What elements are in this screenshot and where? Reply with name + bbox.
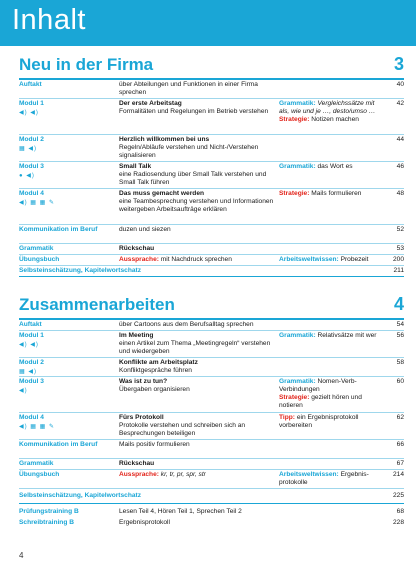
row-page: 54 bbox=[396, 321, 404, 328]
toc-row[interactable] bbox=[19, 413, 404, 440]
row-page: 66 bbox=[396, 441, 404, 448]
row-side-info: Grammatik: Relativsätze mit wer bbox=[279, 332, 377, 339]
row-description: Das muss gemacht werden eine Teambesprechung verstehen und Informationen weitergeben Arbeitsaufträge erklären bbox=[119, 190, 279, 214]
row-page: 53 bbox=[396, 245, 404, 252]
chapter-heading bbox=[19, 54, 404, 80]
row-description: Fürs Protokoll Protokolle verstehen und schreiben sich an Besprechungen beteiligen bbox=[119, 414, 279, 438]
toc-row[interactable] bbox=[19, 459, 404, 470]
row-page: 58 bbox=[396, 359, 404, 366]
chapter-heading bbox=[19, 294, 404, 320]
row-page: 200 bbox=[392, 256, 404, 263]
book-icon: ▦ ◀) bbox=[19, 369, 37, 375]
toc-row[interactable] bbox=[19, 507, 404, 518]
row-side-info: Arbeitsweltwissen: Ergebnisprotokolle bbox=[279, 471, 369, 486]
module-title: Das muss gemacht werden bbox=[119, 190, 205, 197]
row-label: Grammatik bbox=[19, 460, 54, 467]
chapter-title: Neu in der Firma bbox=[19, 55, 154, 74]
row-page: 52 bbox=[396, 226, 404, 233]
row-description: Rückschau bbox=[119, 245, 155, 252]
module-title: Was ist zu tun? bbox=[119, 378, 168, 385]
toc-row[interactable] bbox=[19, 489, 404, 504]
toc-row[interactable] bbox=[19, 255, 404, 266]
row-side-info: Grammatik: Vergleichssätze mit als, wie und je …, desto/umso … Strategie: Notizen machen bbox=[279, 100, 376, 123]
toc-row[interactable] bbox=[19, 440, 404, 459]
audio-icon: ◀) ◀) bbox=[19, 342, 39, 348]
chapter-number: 4 bbox=[393, 294, 404, 314]
chapter-number: 3 bbox=[393, 54, 404, 74]
row-description: Aussprache: mit Nachdruck sprechen bbox=[119, 256, 232, 263]
module-title: Herzlich willkommen bei uns bbox=[119, 136, 210, 143]
row-label: Modul 2 ▦ ◀) bbox=[19, 359, 115, 376]
row-description: Herzlich willkommen bei uns Regeln/Abläufe verstehen und Nicht-/Verstehen signalisieren bbox=[119, 136, 279, 160]
row-label: Kommunikation im Beruf bbox=[19, 441, 98, 448]
row-description: Was ist zu tun? Übergaben organisieren bbox=[119, 378, 279, 394]
row-label: Schreibtraining B bbox=[19, 519, 74, 526]
toc-row[interactable] bbox=[19, 518, 404, 529]
row-label: Modul 1 ◀) ◀) bbox=[19, 100, 115, 117]
toc-row[interactable] bbox=[19, 225, 404, 244]
row-description: Im Meeting einen Artikel zum Thema „Meetingregeln“ verstehen und wiedergeben bbox=[119, 332, 279, 356]
toc-row[interactable] bbox=[19, 162, 404, 189]
row-label: Modul 3 ◀) bbox=[19, 378, 115, 395]
row-page: 42 bbox=[396, 100, 404, 107]
row-label: Übungsbuch bbox=[19, 256, 60, 263]
audio-icon: ◀) bbox=[19, 388, 28, 394]
row-page: 211 bbox=[393, 267, 404, 274]
row-page: 46 bbox=[396, 163, 404, 170]
row-page: 60 bbox=[396, 378, 404, 385]
toc-row[interactable] bbox=[19, 80, 404, 99]
row-label: Selbsteinschätzung, Kapitelwortschatz bbox=[19, 492, 142, 499]
row-label: Modul 4 ◀) ▦ ▦ ✎ bbox=[19, 414, 115, 431]
row-label: Grammatik bbox=[19, 245, 54, 252]
row-page: 214 bbox=[392, 471, 404, 478]
row-page: 48 bbox=[396, 190, 404, 197]
speech-icon: ● ◀) bbox=[19, 173, 35, 179]
row-page: 67 bbox=[396, 460, 404, 467]
row-label: Prüfungstraining B bbox=[19, 508, 79, 515]
page-number: 4 bbox=[19, 551, 24, 560]
pencil-icon: ◀) ▦ ▦ ✎ bbox=[19, 200, 55, 206]
row-description: über Cartoons aus dem Berufsalltag sprechen bbox=[119, 321, 254, 328]
book-icon: ▦ ◀) bbox=[19, 146, 37, 152]
module-title: Konflikte am Arbeitsplatz bbox=[119, 359, 198, 366]
row-label: Selbsteinschätzung, Kapitelwortschatz bbox=[19, 267, 142, 274]
row-side-info: Grammatik: das Wort es bbox=[279, 163, 353, 170]
audio-icon: ◀) ◀) bbox=[19, 110, 39, 116]
row-side-info: Arbeitsweltwissen: Probezeit bbox=[279, 256, 369, 263]
row-description: Lesen Teil 4, Hören Teil 1, Sprechen Teil 2 bbox=[119, 508, 242, 515]
row-page: 228 bbox=[392, 519, 404, 526]
row-label: Auftakt bbox=[19, 81, 42, 88]
row-description: duzen und siezen bbox=[119, 226, 171, 233]
module-title: Fürs Protokoll bbox=[119, 414, 164, 421]
module-title: Im Meeting bbox=[119, 332, 154, 339]
row-page: 62 bbox=[396, 414, 404, 421]
module-title: Small Talk bbox=[119, 163, 152, 170]
toc-row[interactable] bbox=[19, 358, 404, 377]
header-band bbox=[0, 0, 416, 46]
row-page: 44 bbox=[396, 136, 404, 143]
row-label: Modul 1 ◀) ◀) bbox=[19, 332, 115, 349]
row-page: 68 bbox=[396, 508, 404, 515]
toc-row[interactable] bbox=[19, 99, 404, 135]
row-description: Ergebnisprotokoll bbox=[119, 519, 170, 526]
row-side-info: Strategie: Mails formulieren bbox=[279, 190, 362, 197]
chapter-3 bbox=[19, 54, 404, 277]
row-side-info: Tipp: ein Ergebnisprotokoll vorbereiten bbox=[279, 414, 359, 429]
toc-row[interactable] bbox=[19, 266, 404, 277]
row-label: Auftakt bbox=[19, 321, 42, 328]
row-description: Aussprache: kr, tr, pr, spr, str bbox=[119, 471, 206, 478]
row-label: Modul 3 ● ◀) bbox=[19, 163, 115, 180]
row-description: Konflikte am Arbeitsplatz Konfliktgespräche führen bbox=[119, 359, 279, 375]
toc-row[interactable] bbox=[19, 320, 404, 331]
row-page: 225 bbox=[392, 492, 404, 499]
toc-row[interactable] bbox=[19, 244, 404, 255]
row-page: 56 bbox=[396, 332, 404, 339]
row-page: 40 bbox=[396, 81, 404, 88]
row-side-info: Grammatik: Nomen-Verb-Verbindungen Strategie: gezielt hören und notieren bbox=[279, 378, 362, 409]
toc-row[interactable] bbox=[19, 331, 404, 358]
toc-row[interactable] bbox=[19, 377, 404, 413]
row-description: über Abteilungen und Funktionen in einer Firma sprechen bbox=[119, 81, 258, 96]
row-label: Kommunikation im Beruf bbox=[19, 226, 98, 233]
row-label: Übungsbuch bbox=[19, 471, 60, 478]
chapter-title: Zusammenarbeiten bbox=[19, 295, 175, 314]
toc-row[interactable] bbox=[19, 135, 404, 162]
row-description: Mails positiv formulieren bbox=[119, 441, 190, 448]
row-label: Modul 2 ▦ ◀) bbox=[19, 136, 115, 153]
page-title: Inhalt bbox=[12, 4, 86, 36]
row-description: Rückschau bbox=[119, 460, 155, 467]
toc-row[interactable] bbox=[19, 189, 404, 225]
pencil-icon: ◀) ▦ ▦ ✎ bbox=[19, 424, 55, 430]
module-title: Der erste Arbeitstag bbox=[119, 100, 182, 107]
toc-row[interactable] bbox=[19, 470, 404, 489]
row-description: Small Talk eine Radiosendung über Small Talk verstehen und Small Talk führen bbox=[119, 163, 279, 187]
row-label: Modul 4 ◀) ▦ ▦ ✎ bbox=[19, 190, 115, 207]
row-description: Der erste Arbeitstag Formalitäten und Regelungen im Betrieb verstehen bbox=[119, 100, 279, 116]
chapter-4 bbox=[19, 294, 404, 529]
